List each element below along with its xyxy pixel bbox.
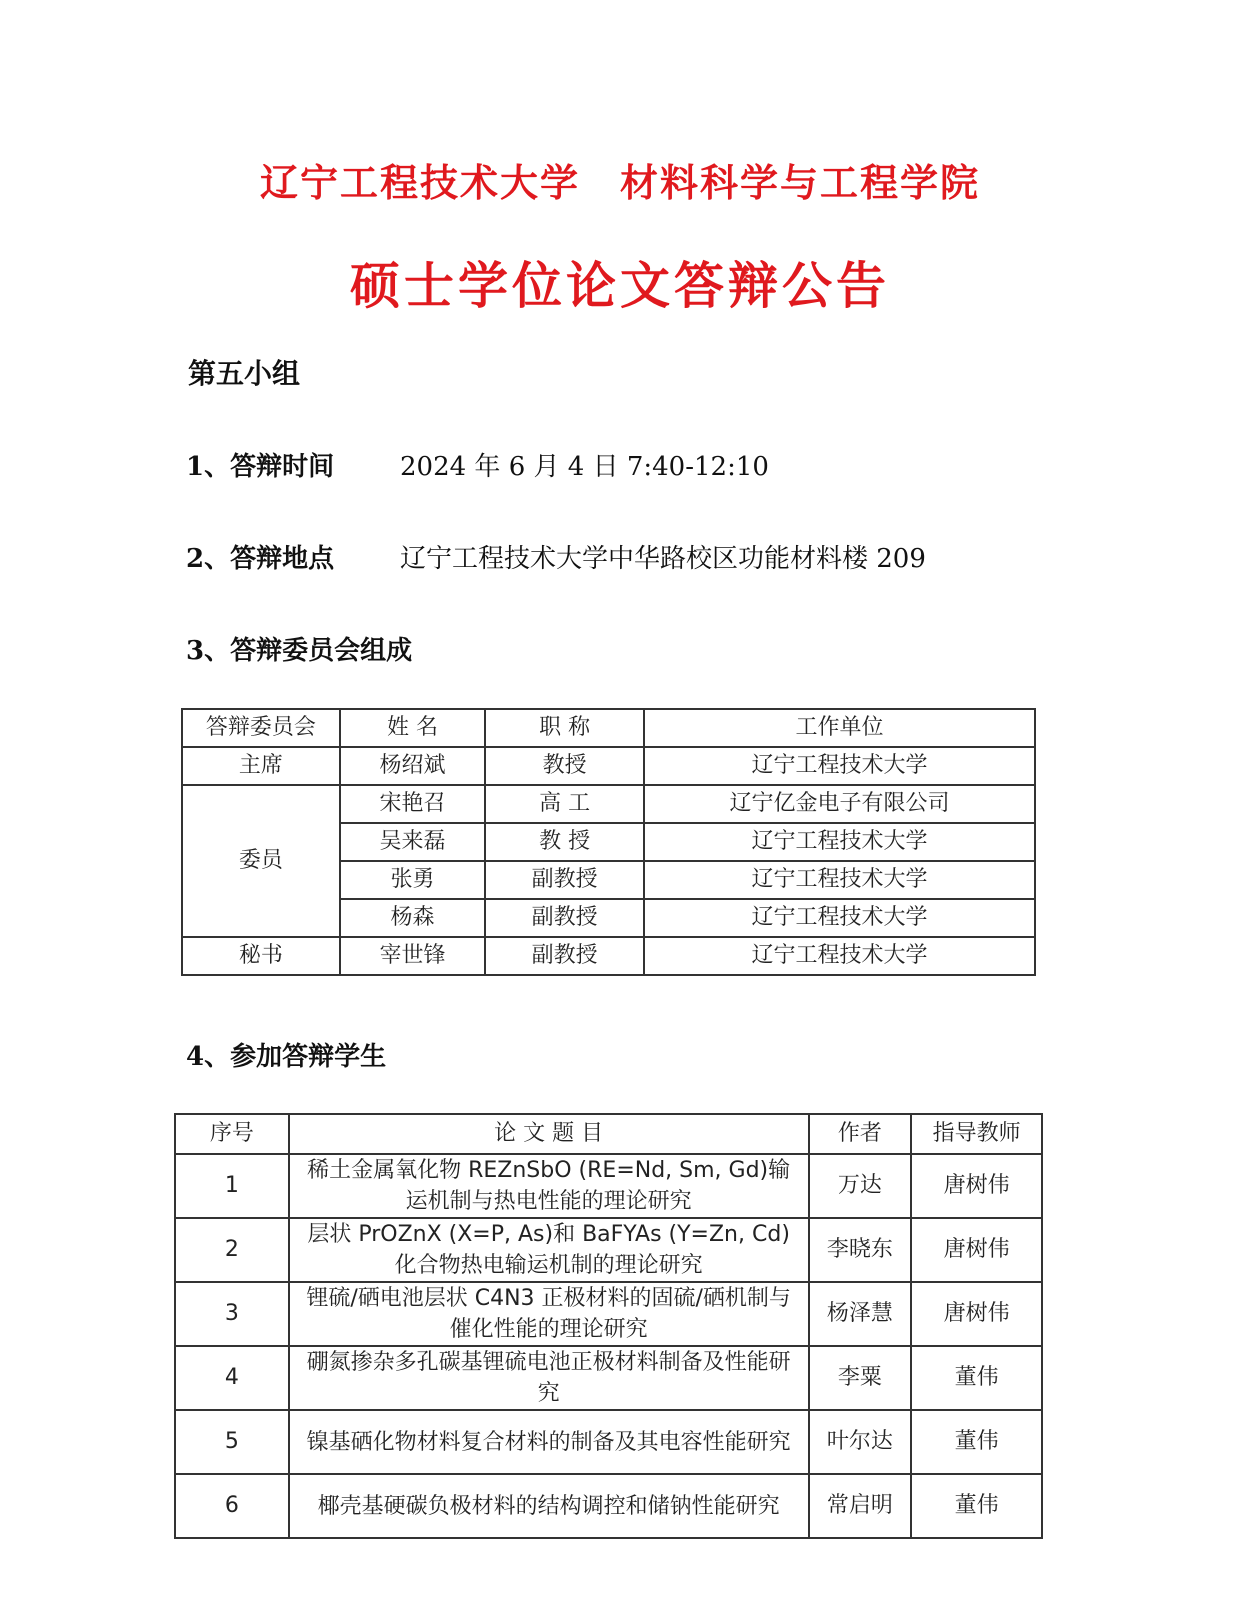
student-author: 李粟 bbox=[809, 1346, 912, 1410]
committee-table bbox=[181, 708, 1036, 976]
student-advisor: 唐树伟 bbox=[911, 1154, 1042, 1218]
item-location-label: 2、答辩地点 bbox=[186, 544, 335, 574]
student-author: 叶尔达 bbox=[809, 1410, 912, 1474]
committee-unit: 辽宁工程技术大学 bbox=[644, 861, 1035, 899]
student-no: 2 bbox=[175, 1218, 289, 1282]
thesis-title: 镍基硒化物材料复合材料的制备及其电容性能研究 bbox=[289, 1410, 809, 1474]
thesis-title: 椰壳基硬碳负极材料的结构调控和储钠性能研究 bbox=[289, 1474, 809, 1538]
committee-unit: 辽宁工程技术大学 bbox=[644, 747, 1035, 785]
students-header-title: 论 文 题 目 bbox=[289, 1114, 809, 1154]
thesis-title: 硼氮掺杂多孔碳基锂硫电池正极材料制备及性能研究 bbox=[289, 1346, 809, 1410]
student-advisor: 董伟 bbox=[911, 1410, 1042, 1474]
committee-header-title: 职 称 bbox=[485, 709, 644, 747]
student-no: 6 bbox=[175, 1474, 289, 1538]
committee-unit: 辽宁亿金电子有限公司 bbox=[644, 785, 1035, 823]
committee-title: 教授 bbox=[485, 747, 644, 785]
student-author: 杨泽慧 bbox=[809, 1282, 912, 1346]
student-advisor: 董伟 bbox=[911, 1346, 1042, 1410]
student-advisor: 唐树伟 bbox=[911, 1218, 1042, 1282]
page-title: 硕士学位论文答辩公告 bbox=[350, 256, 890, 315]
table-row bbox=[175, 1218, 1042, 1282]
committee-row bbox=[182, 937, 1035, 975]
table-row bbox=[175, 1282, 1042, 1346]
student-advisor: 唐树伟 bbox=[911, 1282, 1042, 1346]
thesis-title: 层状 PrOZnX (X=P, As)和 BaFYAs (Y=Zn, Cd)化合物热电输运机制的理论研究 bbox=[289, 1218, 809, 1282]
students-header-author: 作者 bbox=[809, 1114, 912, 1154]
item-time bbox=[186, 446, 769, 483]
item-location bbox=[186, 538, 926, 575]
student-author: 常启明 bbox=[809, 1474, 912, 1538]
committee-header-row bbox=[182, 709, 1035, 747]
committee-name: 杨森 bbox=[340, 899, 486, 937]
university-name: 辽宁工程技术大学 bbox=[259, 160, 580, 205]
committee-title: 副教授 bbox=[485, 861, 644, 899]
thesis-title: 锂硫/硒电池层状 C4N3 正极材料的固硫/硒机制与催化性能的理论研究 bbox=[289, 1282, 809, 1346]
item-time-value: 2024 年 6 月 4 日 7:40-12:10 bbox=[400, 452, 769, 482]
students-header-advisor: 指导教师 bbox=[911, 1114, 1042, 1154]
table-row bbox=[175, 1410, 1042, 1474]
thesis-title: 稀土金属氧化物 REZnSbO (RE=Nd, Sm, Gd)输运机制与热电性能的理论研究 bbox=[289, 1154, 809, 1218]
committee-role-member: 委员 bbox=[182, 785, 340, 937]
group-label: 第五小组 bbox=[188, 357, 301, 390]
committee-name: 宋艳召 bbox=[340, 785, 486, 823]
committee-role-secretary: 秘书 bbox=[182, 937, 340, 975]
committee-name: 宰世锋 bbox=[340, 937, 486, 975]
item-location-value: 辽宁工程技术大学中华路校区功能材料楼 209 bbox=[400, 544, 926, 574]
student-no: 5 bbox=[175, 1410, 289, 1474]
table-row bbox=[175, 1346, 1042, 1410]
item-time-label: 1、答辩时间 bbox=[186, 452, 335, 482]
item-students-heading: 4、参加答辩学生 bbox=[186, 1042, 387, 1072]
committee-title: 高 工 bbox=[485, 785, 644, 823]
table-row bbox=[175, 1154, 1042, 1218]
committee-title: 副教授 bbox=[485, 899, 644, 937]
students-header-row bbox=[175, 1114, 1042, 1154]
committee-header-unit: 工作单位 bbox=[644, 709, 1035, 747]
student-no: 1 bbox=[175, 1154, 289, 1218]
students-table bbox=[174, 1113, 1043, 1539]
table-row bbox=[175, 1474, 1042, 1538]
student-author: 万达 bbox=[809, 1154, 912, 1218]
committee-unit: 辽宁工程技术大学 bbox=[644, 823, 1035, 861]
committee-header-name: 姓 名 bbox=[340, 709, 486, 747]
committee-title: 教 授 bbox=[485, 823, 644, 861]
student-no: 4 bbox=[175, 1346, 289, 1410]
committee-unit: 辽宁工程技术大学 bbox=[644, 937, 1035, 975]
header-university-college bbox=[0, 152, 1240, 207]
students-header-no: 序号 bbox=[175, 1114, 289, 1154]
committee-row bbox=[182, 785, 1035, 823]
committee-header-role: 答辩委员会 bbox=[182, 709, 340, 747]
committee-row bbox=[182, 747, 1035, 785]
student-author: 李晓东 bbox=[809, 1218, 912, 1282]
committee-name: 杨绍斌 bbox=[340, 747, 486, 785]
committee-role-chair: 主席 bbox=[182, 747, 340, 785]
student-advisor: 董伟 bbox=[911, 1474, 1042, 1538]
committee-name: 吴来磊 bbox=[340, 823, 486, 861]
college-name: 材料科学与工程学院 bbox=[620, 160, 981, 205]
committee-name: 张勇 bbox=[340, 861, 486, 899]
committee-unit: 辽宁工程技术大学 bbox=[644, 899, 1035, 937]
item-committee-heading: 3、答辩委员会组成 bbox=[186, 636, 413, 666]
committee-title: 副教授 bbox=[485, 937, 644, 975]
student-no: 3 bbox=[175, 1282, 289, 1346]
